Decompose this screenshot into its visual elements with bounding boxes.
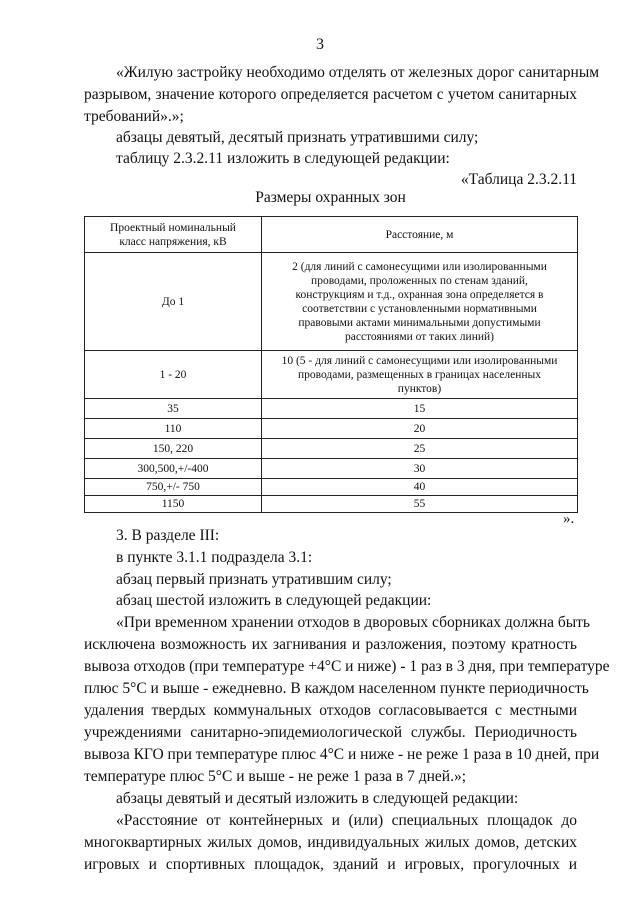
header-voltage-class: Проектный номинальный класс напряжения, кВ: [85, 217, 262, 253]
paragraph-line: температуре плюс 5°С и выше - не реже 1 раза в 7 дней.»;: [84, 768, 467, 785]
paragraph-line: разрывом, значение которого определяется расчетом с учетом санитарных: [84, 86, 577, 103]
table-row: [85, 399, 578, 419]
paragraph-line: учреждениями санитарно-эпидемиологической службы. Периодичность: [84, 724, 577, 741]
cell-voltage-class: 1 - 20: [85, 351, 262, 399]
paragraph-line: «При временном хранении отходов в дворовых сборниках должна быть: [116, 614, 590, 631]
cell-voltage-class: 1150: [85, 496, 262, 513]
cell-distance: 55: [262, 496, 578, 513]
table-row: [85, 496, 578, 513]
paragraph-line: плюс 5°С и выше - ежедневно. В каждом населенном пункте периодичность: [84, 680, 589, 697]
cell-distance: 20: [262, 419, 578, 439]
table-close-quote: ».: [563, 511, 575, 527]
paragraph-line: абзацы девятый и десятый изложить в следующей редакции:: [116, 790, 519, 807]
paragraph-line: «Расстояние от контейнерных и (или) специальных площадок до: [116, 812, 577, 829]
cell-distance: 2 (для линий с самонесущими или изолированными проводами, проложенных по стенам зданий, конструкциям и т.д., охранная зона определяется в соответствии с установленными нормативными правовыми актами минимальными допустимыми расстояниями от таких линий): [262, 253, 578, 351]
paragraph-line: абзац первый признать утратившим силу;: [116, 571, 392, 588]
paragraph-line: таблицу 2.3.2.11 изложить в следующей редакции:: [116, 150, 450, 167]
table-row: [85, 419, 578, 439]
cell-voltage-class: 110: [85, 419, 262, 439]
cell-voltage-class: До 1: [85, 253, 262, 351]
paragraph-line: игровых и спортивных площадок, зданий и игровых, прогулочных и: [84, 856, 577, 873]
paragraph-line: «Жилую застройку необходимо отделять от железных дорог санитарным: [116, 64, 600, 81]
cell-distance: 40: [262, 479, 578, 496]
cell-distance: 15: [262, 399, 578, 419]
header-distance: Расстояние, м: [262, 217, 578, 253]
paragraph-line: абзацы девятый, десятый признать утратившими силу;: [116, 129, 479, 146]
protection-zones-table: [84, 216, 578, 513]
paragraph-line: требований».»;: [84, 108, 184, 125]
paragraph-line: в пункте 3.1.1 подраздела 3.1:: [116, 549, 313, 566]
table-row: [85, 479, 578, 496]
paragraph-line: исключена возможность их загнивания и разложения, поэтому кратность: [84, 636, 577, 653]
cell-distance: 10 (5 - для линий с самонесущими или изолированными проводами, размещенных в границах населенных пунктов): [262, 351, 578, 399]
cell-voltage-class: 300,500,+/-400: [85, 459, 262, 479]
table-title: Размеры охранных зон: [255, 189, 406, 206]
cell-distance: 25: [262, 439, 578, 459]
cell-voltage-class: 150, 220: [85, 439, 262, 459]
cell-voltage-class: 35: [85, 399, 262, 419]
table-header-row: [85, 217, 578, 253]
paragraph-line: вывоза КГО при температуре плюс 4°С и ниже - не реже 1 раза в 10 дней, при: [84, 746, 600, 763]
section-heading: 3. В разделе III:: [116, 527, 220, 544]
cell-voltage-class: 750,+/- 750: [85, 479, 262, 496]
paragraph-line: вывоза отходов (при температуре +4°С и ниже) - 1 раз в 3 дня, при температуре: [84, 658, 610, 675]
paragraph-line: абзац шестой изложить в следующей редакции:: [116, 592, 432, 609]
paragraph-line: многоквартирных жилых домов, индивидуальных жилых домов, детских: [84, 834, 577, 851]
page-number: 3: [316, 36, 324, 53]
table-row: [85, 439, 578, 459]
table-row: [85, 459, 578, 479]
table-row: [85, 253, 578, 351]
paragraph-line: удаления твердых коммунальных отходов согласовывается с местными: [84, 702, 577, 719]
table-reference: «Таблица 2.3.2.11: [460, 171, 577, 188]
table-row: [85, 351, 578, 399]
cell-distance: 30: [262, 459, 578, 479]
